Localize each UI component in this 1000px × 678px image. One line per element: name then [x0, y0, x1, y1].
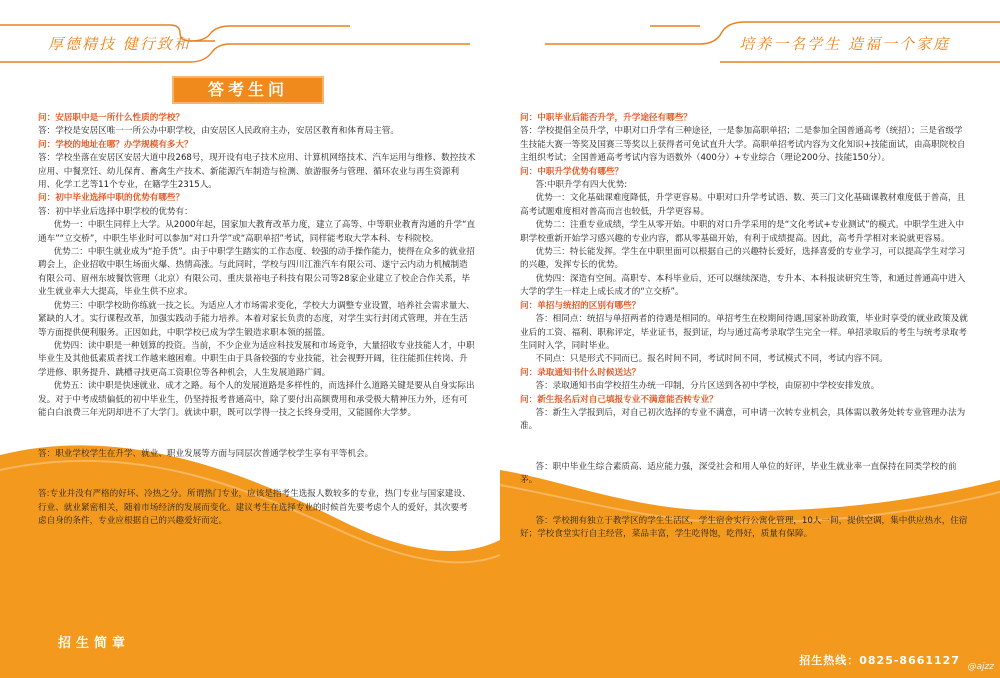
- answer: 优势四：深造有空间。高职专、本科毕业后，还可以继续深造，专升本、本科报读研究生等，和通过普通高中进入大学的学生一样走上成长成才的“立交桥”。: [520, 273, 966, 298]
- spacer: [38, 429, 476, 439]
- brochure-label: 招生简章: [58, 636, 131, 651]
- question: 问：初中毕业选择中职的优势有哪些？: [38, 193, 185, 204]
- answer: 优势一：中职生同样上大学。从2000年起，国家加大教育改革力度，建立了高等、中等职业教育沟通的升学“直通车”“立交桥”，中职生毕业时可以参加“对口升学”或“高职单招”考试，同样能考取大学本科、专科院校。: [38, 220, 476, 244]
- answer: 答：相同点：统招与单招两者的待遇是相同的。单招考生在校期间待遇,国家补助政策，毕业时享受的就业政策及就业后的工资、福利、职称评定，毕业证书，报到证，均与通过高考录取学生完全一样。单招录取后的考生与统考录取考生同时入学，同时毕业。: [520, 314, 968, 351]
- answer: 优势一：文化基础课难度降低，升学更容易。中职对口升学考试语、数、英三门文化基础课教材难度低于普高，且高考试题难度相对普高而言也较低，升学更容易。: [520, 193, 966, 217]
- answer: 答:中职升学有四大优势:: [535, 180, 628, 191]
- question: 问：中职升学优势有哪些？: [520, 166, 624, 177]
- answer: 答：职业学校学生在升学、就业、职业发展等方面与同层次普通学校学生享有平等机会。: [38, 448, 374, 459]
- question: 问：学校的地址在哪？办学规模有多大？: [38, 139, 193, 150]
- question: 问：单招与统招的区别有哪些？: [520, 300, 641, 311]
- hotline: 招生热线：0825-8661127: [799, 654, 960, 667]
- left-qa-content: [38, 112, 476, 528]
- answer: 答：学校坐落在安居区安居大道中段268号，现开设有电子技术应用、计算机网络技术、汽车运用与维修、数控技术应用、中餐烹饪、幼儿保育、畜禽生产技术、新能源汽车制造与检测、旅游服务与管理、循环农业与再生资源利用、化学工艺等11个专业，在籍学生2315人。: [38, 153, 476, 191]
- answer: 优势二：注重专业成绩，学生从零开始。中职的对口升学采用的是“文化考试+专业测试”的模式。中职学生进入中职学校重新开始学习感兴趣的专业内容，都从零基础开始，有利于成绩提高。因此，高考升学相对来说就更容易。: [520, 220, 965, 244]
- answer: 优势二：中职生就业成为“抢手货”。由于中职学生踏实的工作态度、较强的动手操作能力，使得在众多的就业招聘会上，企业招收中职生场面火爆、热情高涨。与此同时，学校与四川江淮汽车有限公司、遂宁云内动力机械制造有限公司、眉州东坡餐饮管理（北京）有限公司、重庆景裕电子科技有限公司等28家企业建立了校企合作关系，毕业生就业率大大提高，毕业生供不应求。: [38, 247, 475, 298]
- answer: 答：学校是安居区唯一一所公办中职学校，由安居区人民政府主办，安居区教育和体育局主管。: [38, 126, 399, 137]
- right-slogan: 培养一名学生 造福一个家庭: [739, 35, 950, 53]
- answer: 答：职中毕业生综合素质高、适应能力强，深受社会和用人单位的好评，毕业生就业率一直保持在同类学校的前茅。: [520, 461, 957, 486]
- answer: 答：学校拥有独立于教学区的学生生活区，学生宿舍实行公寓化管理，10人一间，提供空调，集中供应热水，住宿好；学校食堂实行自主经营，菜品丰富，学生吃得饱，吃得好，质量有保障。: [520, 515, 968, 540]
- spacer: [38, 470, 476, 480]
- right-page: [500, 0, 1000, 678]
- question: 问：新生报名后对自己填报专业不满意能否转专业？: [520, 394, 718, 405]
- watermark: @ajzz: [967, 662, 994, 672]
- answer: 答：录取通知书由学校招生办统一印制，分片区送到各初中学校，由原初中学校安排发放。: [535, 381, 880, 392]
- question: 问：中职毕业后能否升学，升学途径有哪些？: [520, 113, 692, 123]
- answer: 优势三：特长能发挥。学生在中职里面可以根据自己的兴趣特长爱好，选择喜爱的专业学习，可以提高学生对学习的兴趣，发挥专长的优势。: [520, 247, 966, 271]
- left-slogan: 厚德精技 健行致和: [48, 35, 191, 53]
- answer: 答：初中毕业后选择中职学校的优势有：: [38, 206, 193, 217]
- answer: 不同点：只是形式不同而已。报名时间不同，考试时间不同，考试模式不同，考试内容不同。: [535, 354, 888, 365]
- spacer: [520, 496, 970, 506]
- answer: 答：新生入学报到后，对自己初次选择的专业不满意，可申请一次转专业机会，具体需以教务处转专业管理办法为准。: [520, 407, 966, 432]
- spacer: [520, 442, 970, 452]
- question: 问：录取通知书什么时候送达？: [520, 367, 641, 378]
- answer: 优势五：读中职是快速就业、成才之路。每个人的发展道路是多样性的，而选择什么道路关键是要从自身实际出发。对于中考成绩偏低的初中毕业生，仍坚持报考普通高中，除了要付出高额费用和承受极大精神压力外，还有可能白白浪费三年光阴却进不了大学门。就读中职，既可以学得一技之长终身受用，又能圆你大学梦。: [38, 381, 475, 418]
- answer: 优势四：读中职是一种划算的投资。当前，不少企业为适应科技发展和市场竞争，大量招收专业技能人才，中职毕业生及其他低素质者找工作越来越困难。中职生由于具备较强的专业技能，社会视野开阔，往往能抓住转岗、升学进修、职务提升、跳槽寻找更高工资职位等各种机会，人生发展道路广阔。: [38, 340, 475, 378]
- answer: 答：学校提倡全员升学，中职对口升学有三种途径，一是参加高职单招；二是参加全国普通高考（统招）；三是省级学生技能大赛一等奖及国赛三等奖以上获得者可免试直升大学。高职单招考试内容为文化知识+技能面试，由高职院校自主组织考试；全国普通高考考试内容为语数外（400分）+专业综合（理论200分、技能150分）。: [520, 126, 966, 164]
- page-title: 答考生问: [172, 76, 324, 104]
- answer: 答:专业并没有严格的好坏、冷热之分。所谓热门专业，应该是指考生选报人数较多的专业，热门专业与国家建设、行业、就业紧密相关，随着市场经济的发展而变化。建议考生在选择专业的时候首先要考虑个人的爱好，其次要考虑自身的条件，专业应根据自己的兴趣爱好而定。: [38, 489, 471, 526]
- question: 问：安居职中是一所什么性质的学校？: [38, 113, 185, 123]
- right-qa-content: [520, 112, 970, 542]
- answer: 优势三：中职学校助你练就一技之长。为适应人才市场需求变化，学校大力调整专业设置，培养社会需求量大、紧缺的人才。实行课程改革，加强实践动手能力培养。本着对家长负责的态度，对学生实行封闭式管理，并在生活等方面提供便利服务。正因如此，中职学校已成为学生锻造求职本领的摇篮。: [38, 300, 475, 338]
